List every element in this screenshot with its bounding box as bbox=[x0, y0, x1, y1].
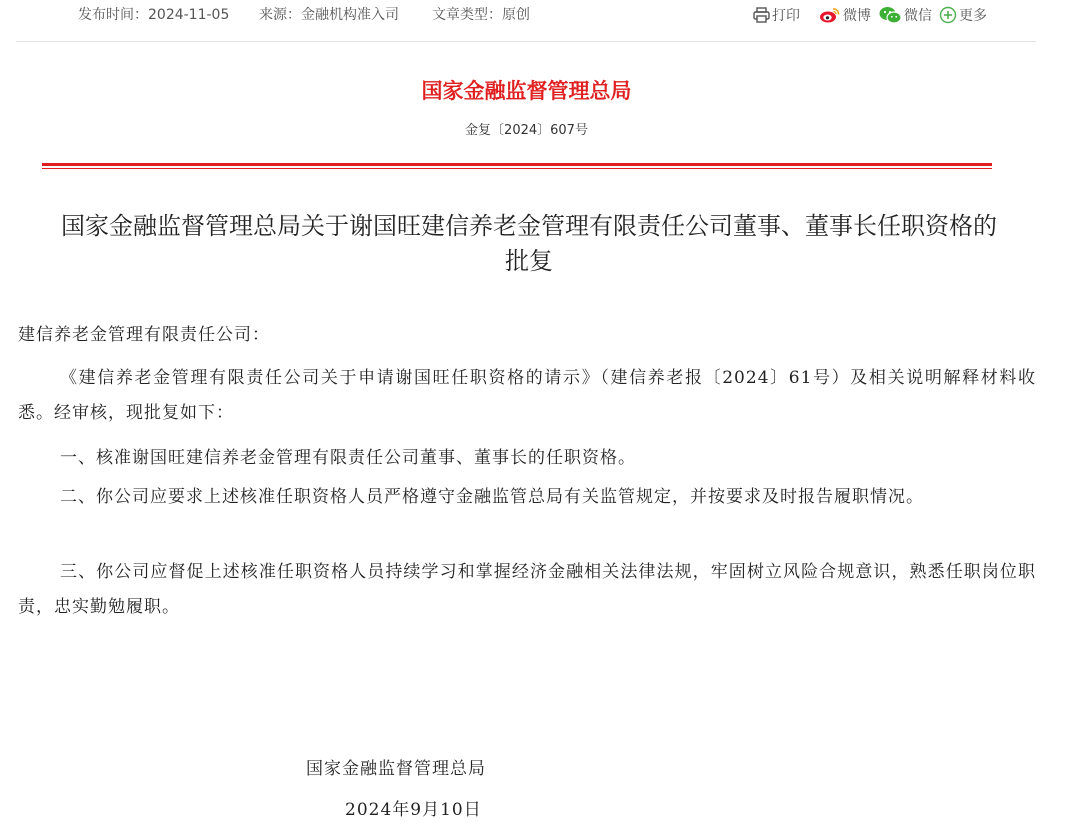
signature-date: 2024年9月10日 bbox=[345, 800, 482, 820]
body-paragraph: 《建信养老金管理有限责任公司关于申请谢国旺任职资格的请示》（建信养老报〔2024〕61号）及相关说明解释材料收悉。经审核，现批复如下： bbox=[18, 368, 1036, 423]
print-label: 打印 bbox=[772, 8, 800, 24]
more-label: 更多 bbox=[959, 8, 987, 24]
plus-circle-icon bbox=[939, 6, 959, 24]
document-number: 金复〔2024〕607号 bbox=[465, 123, 588, 138]
weibo-share-button[interactable] bbox=[819, 5, 871, 25]
meta-divider bbox=[16, 41, 1036, 42]
salutation: 建信养老金管理有限责任公司： bbox=[18, 325, 270, 345]
article-meta-bar bbox=[0, 0, 1069, 32]
printer-icon bbox=[753, 7, 772, 23]
more-share-button[interactable] bbox=[939, 5, 987, 25]
publish-time: 发布时间：2024-11-05 bbox=[78, 7, 230, 23]
wechat-label: 微信 bbox=[904, 8, 932, 24]
wechat-share-button[interactable] bbox=[879, 5, 932, 25]
body-paragraph: 三、你公司应督促上述核准任职资格人员持续学习和掌握经济金融相关法律法规，牢固树立风险合规意识，熟悉任职岗位职责，忠实勤勉履职。 bbox=[18, 562, 1036, 617]
weibo-icon bbox=[819, 6, 843, 24]
body-paragraph: 二、你公司应要求上述核准任职资格人员严格遵守金融监管总局有关监管规定，并按要求及时报告履职情况。 bbox=[60, 487, 924, 507]
issuing-agency-title: 国家金融监督管理总局 bbox=[421, 79, 632, 103]
red-header-rule-thin bbox=[42, 168, 992, 169]
document-title-line-2: 批复 bbox=[505, 247, 553, 275]
article-source: 来源：金融机构准入司 bbox=[259, 7, 399, 23]
document-title bbox=[14, 209, 1044, 279]
weibo-label: 微博 bbox=[843, 8, 871, 24]
document-title-line-1: 国家金融监督管理总局关于谢国旺建信养老金管理有限责任公司董事、董事长任职资格的 bbox=[61, 212, 997, 240]
wechat-icon bbox=[879, 6, 904, 24]
article-type: 文章类型：原创 bbox=[432, 7, 530, 23]
body-paragraph: 一、核准谢国旺建信养老金管理有限责任公司董事、董事长的任职资格。 bbox=[60, 448, 636, 468]
signature-agency: 国家金融监督管理总局 bbox=[306, 759, 486, 779]
red-header-rule bbox=[42, 163, 992, 166]
print-button[interactable] bbox=[753, 5, 800, 25]
